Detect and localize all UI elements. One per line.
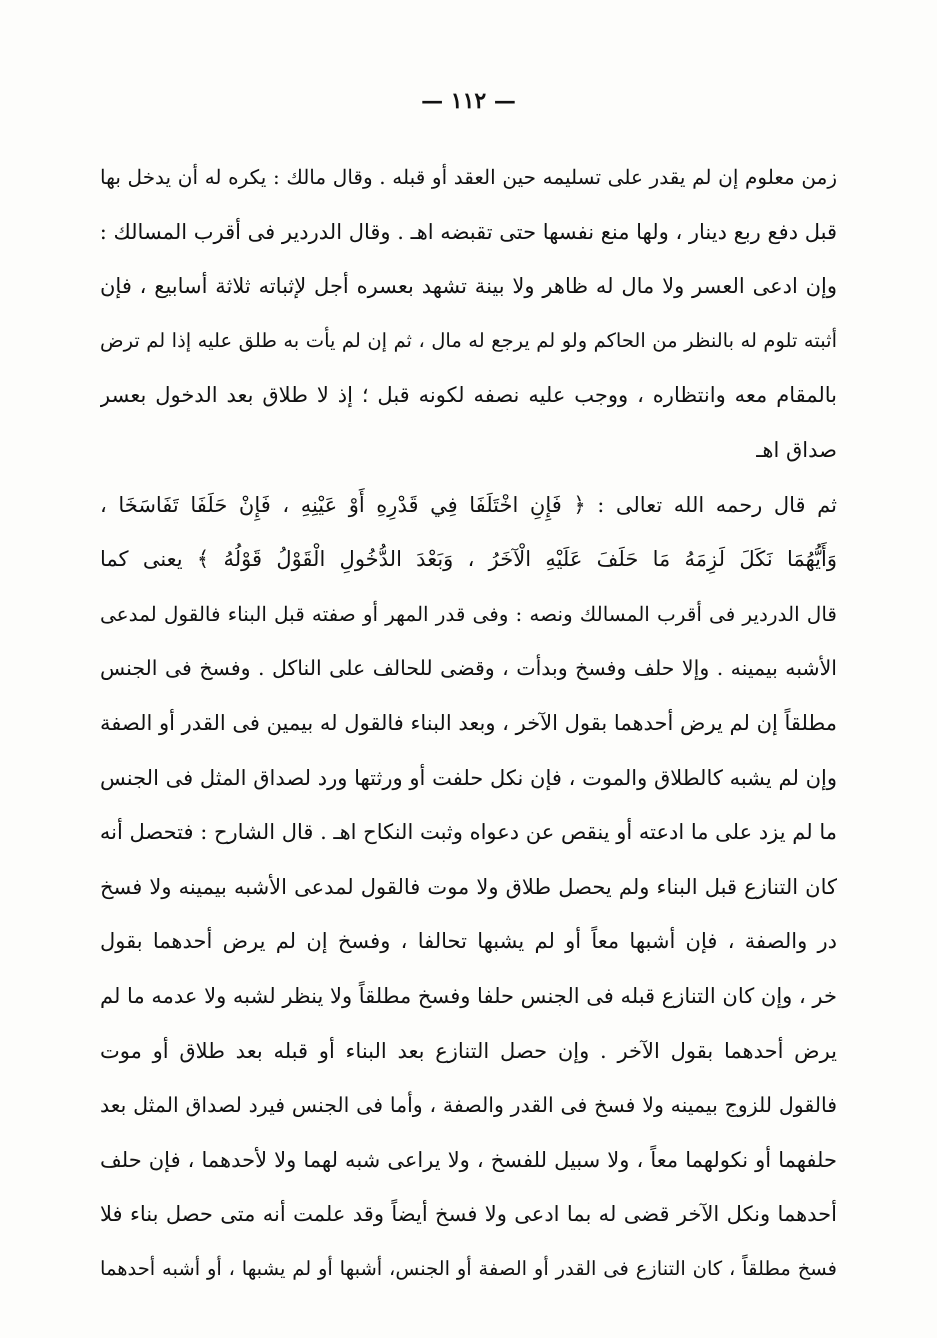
text-line: در والصفة ، فإن أشبها معاً أو لم يشبها تحالفا ، وفسخ إن لم يرض أحدهما بقول <box>100 929 837 954</box>
text-line: كان التنازع قبل البناء ولم يحصل طلاق ولا موت فالقول لمدعى الأشبه بيمينه ولا فسخ <box>100 874 837 899</box>
text-line: زمن معلوم إن لم يقدر على تسليمه حين العقد أو قبله . وقال مالك : يكره له أن يدخل بها <box>100 165 837 189</box>
text-line: فسخ مطلقاً ، كان التنازع فى القدر أو الصفة أو الجنس، أشبها أو لم يشبها ، أو أشبه أحدهما <box>100 1256 837 1280</box>
text-line: مطلقاً إن لم يرض أحدهما بقول الآخر ، وبعد البناء فالقول له بيمين فى القدر أو الصفة <box>100 710 837 735</box>
text-line: قال الدردير فى أقرب المسالك ونصه : وفى قدر المهر أو صفته قبل البناء فالقول لمدعى <box>100 601 837 626</box>
text-line: خر ، وإن كان التنازع قبله فى الجنس حلفا وفسخ مطلقاً ولا ينظر لشبه ولا عدمه ما لم <box>100 983 837 1008</box>
text-line: الأشبه بيمينه . وإلا حلف وفسخ وبدأت ، وقضى للحالف على الناكل . وفسخ فى الجنس <box>100 656 837 681</box>
text-line: فالقول للزوج بيمينه ولا فسخ فى القدر والصفة ، وأما فى الجنس فيرد لصداق المثل بعد <box>100 1093 837 1118</box>
text-line: ما لم يزد على ما ادعته أو ينقص عن دعواه وثبت النكاح اهـ . قال الشارح : فتحصل أنه <box>100 820 837 845</box>
text-line: حلفهما أو نكولهما معاً ، ولا سبيل للفسخ ، ولا يراعى شبه لهما ولا لأحدهما ، فإن حلف <box>100 1147 837 1172</box>
text-line: وإن ادعى العسر ولا مال له ظاهر ولا بينة تشهد بعسره أجل لإثباته ثلاثة أسابيع ، فإن <box>100 274 837 299</box>
text-line: صداق اهـ <box>756 437 837 462</box>
text-line: قبل دفع ربع دينار ، ولها منع نفسها حتى تقبضه اهـ . وقال الدردير فى أقرب المسالك : <box>100 219 837 244</box>
text-line: ثم قال رحمه الله تعالى : ﴿ فَإِنِ اخْتَلَفَا فِي قَدْرِهِ أَوْ عَيْنِهِ ، فَإِنْ حَلَفَا تَفَاسَخَا ، <box>100 492 837 517</box>
text-line: أحدهما ونكل الآخر قضى له بما ادعى ولا فسخ أيضاً وقد علمت أنه متى حصل بناء فلا <box>100 1202 837 1227</box>
text-line: وَأَيُّهُمَا نَكَلَ لَزِمَهُ مَا حَلَفَ عَلَيْهِ الْآخَرُ ، وَبَعْدَ الدُّخُولِ الْقَوْلُ قَوْلُهُ ﴾ يعنى كما <box>100 547 837 572</box>
text-line: وإن لم يشبه كالطلاق والموت ، فإن نكل حلفت أو ورثتها ورد لصداق المثل فى الجنس <box>100 765 837 790</box>
text-line: بالمقام معه وانتظاره ، ووجب عليه نصفه لكونه قبل ؛ إذ لا طلاق بعد الدخول بعسر <box>100 383 837 408</box>
body-text <box>100 150 837 1296</box>
text-line: أثبته تلوم له بالنظر من الحاكم ولو لم يرجع له مال ، ثم إن لم يأت به طلق عليه إذا لم ترض <box>100 328 837 352</box>
text-line: يرض أحدهما بقول الآخر . وإن حصل التنازع بعد البناء أو قبله بعد طلاق أو موت <box>100 1038 837 1063</box>
page-number: — ١١٢ — <box>421 88 516 114</box>
